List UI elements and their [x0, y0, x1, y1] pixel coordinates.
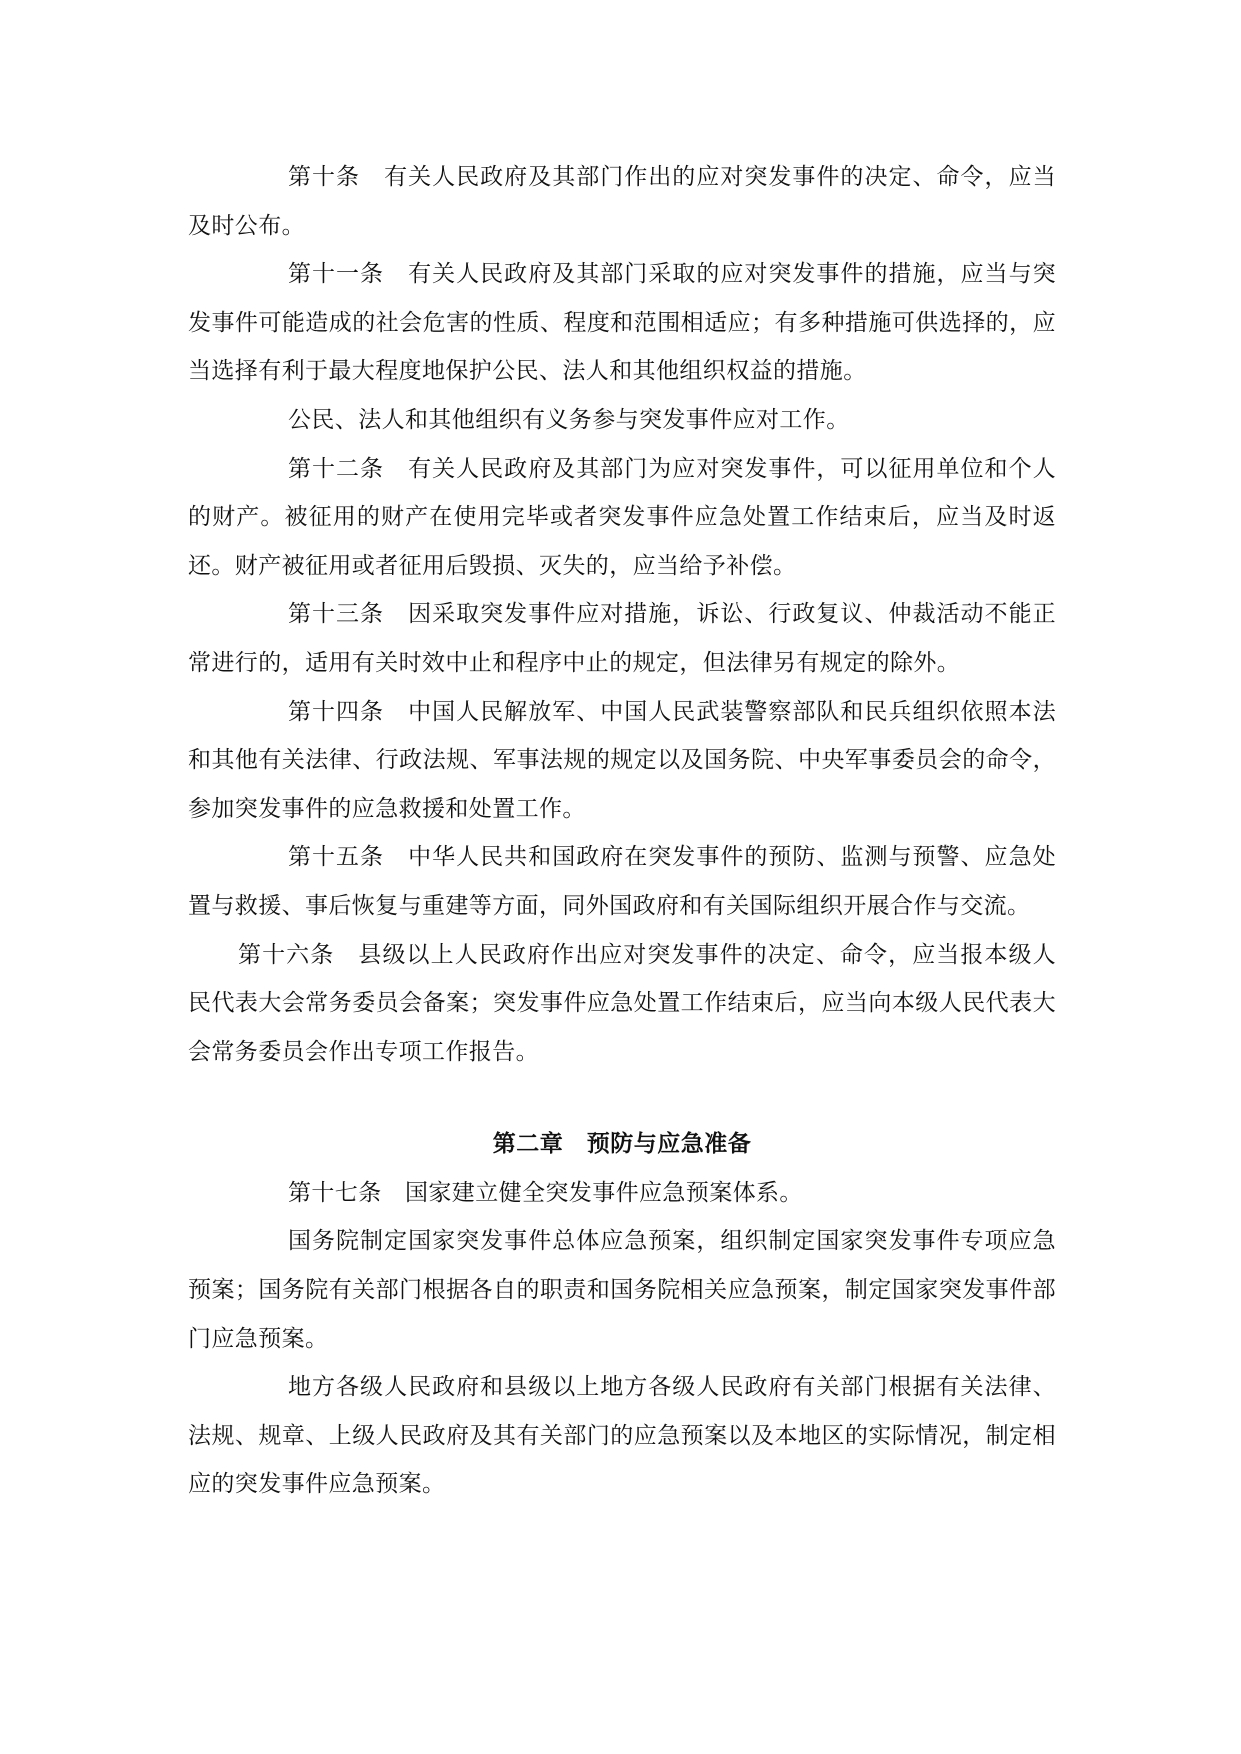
- article-17: 第十七条 国家建立健全突发事件应急预案体系。: [288, 1179, 803, 1206]
- article-15: 第十五条 中华人民共和国政府在突发事件的预防、监测与预警、应急处置与救援、事后恢复与重建等方面，同外国政府和有关国际组织开展合作与交流。: [188, 844, 1056, 919]
- article-16: 第十六条 县级以上人民政府作出应对突发事件的决定、命令，应当报本级人民代表大会常务委员会备案；突发事件应急处置工作结束后，应当向本级人民代表大会常务委员会作出专项工作报告。: [188, 941, 1056, 1065]
- article-13: 第十三条 因采取突发事件应对措施，诉讼、行政复议、仲裁活动不能正常进行的，适用有关时效中止和程序中止的规定，但法律另有规定的除外。: [188, 601, 1056, 676]
- article-12: 第十二条 有关人民政府及其部门为应对突发事件，可以征用单位和个人的财产。被征用的财产在使用完毕或者突发事件应急处置工作结束后，应当及时返还。财产被征用或者征用后毁损、灭失的，应当给予补偿。: [188, 455, 1056, 579]
- document-body: [188, 153, 1056, 1509]
- chapter-heading: 第二章 预防与应急准备: [492, 1130, 752, 1158]
- article-11-paragraph-2: 公民、法人和其他组织有义务参与突发事件应对工作。: [288, 406, 850, 433]
- article-10: 第十条 有关人民政府及其部门作出的应对突发事件的决定、命令，应当及时公布。: [188, 164, 1056, 239]
- article-17-paragraph-2: 国务院制定国家突发事件总体应急预案，组织制定国家突发事件专项应急预案；国务院有关部门根据各自的职责和国务院相关应急预案，制定国家突发事件部门应急预案。: [188, 1228, 1056, 1352]
- section-gap: [188, 1076, 1056, 1120]
- article-17-paragraph-3: 地方各级人民政府和县级以上地方各级人民政府有关部门根据有关法律、法规、规章、上级人民政府及其有关部门的应急预案以及本地区的实际情况，制定相应的突发事件应急预案。: [188, 1374, 1056, 1498]
- article-14: 第十四条 中国人民解放军、中国人民武装警察部队和民兵组织依照本法和其他有关法律、行政法规、军事法规的规定以及国务院、中央军事委员会的命令，参加突发事件的应急救援和处置工作。: [188, 698, 1056, 822]
- article-11: 第十一条 有关人民政府及其部门采取的应对突发事件的措施，应当与突发事件可能造成的社会危害的性质、程度和范围相适应；有多种措施可供选择的，应当选择有利于最大程度地保护公民、法人和其他组织权益的措施。: [188, 261, 1056, 385]
